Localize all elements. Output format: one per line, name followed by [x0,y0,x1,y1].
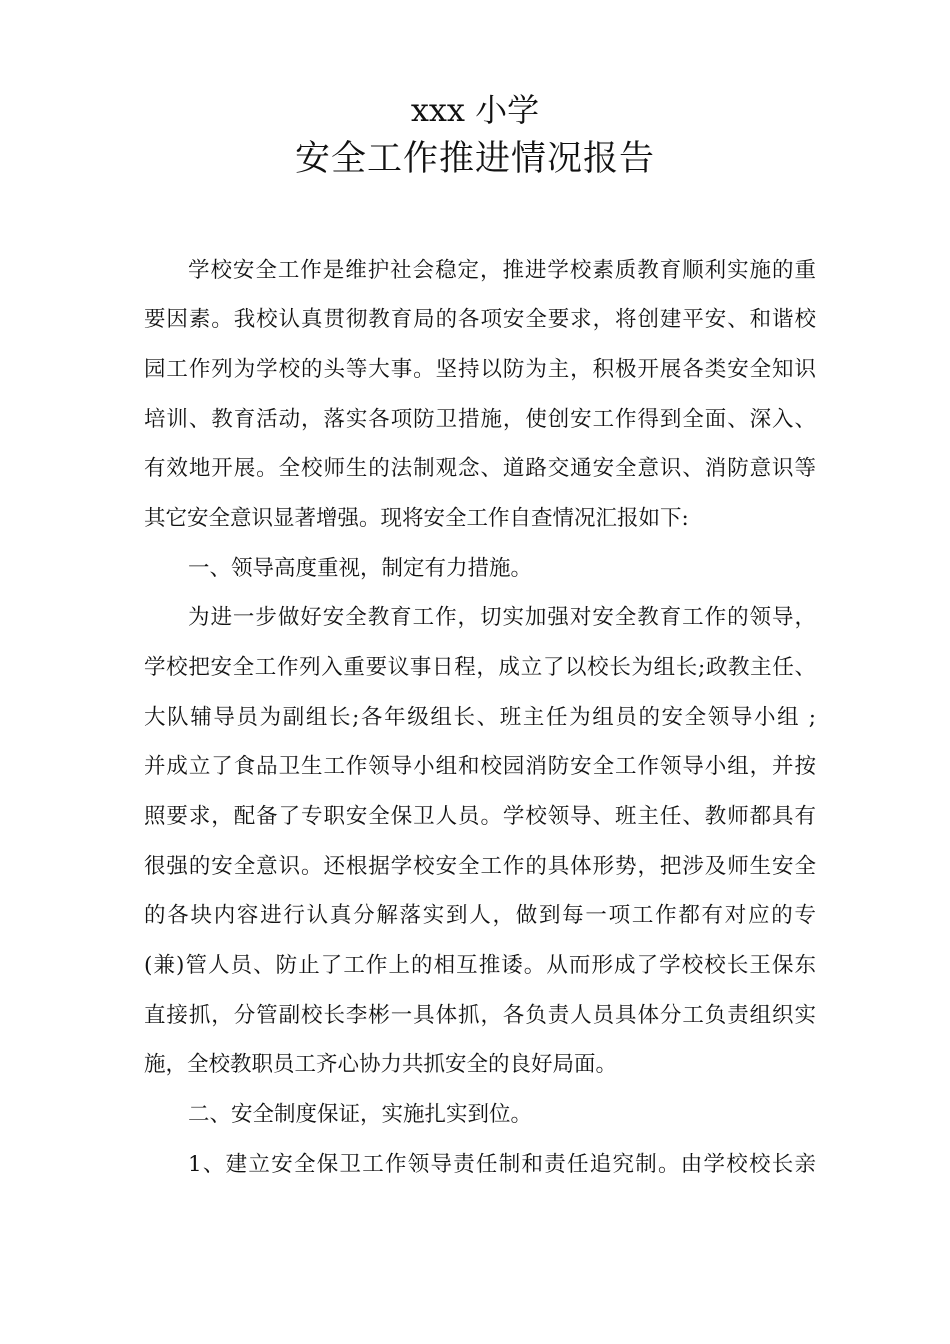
paragraph-line: 直接抓，分管副校长李彬一具体抓，各负责人员具体分工负责组织实 [144,1003,816,1028]
report-title: 安全工作推进情况报告 [294,139,655,179]
school-name-title: xxx 小学 [410,91,540,129]
paragraph-line: 为进一步做好安全教育工作，切实加强对安全教育工作的领导， [188,605,816,630]
paragraph-line: 学校安全工作是维护社会稳定，推进学校素质教育顺利实施的重 [188,258,816,283]
section-heading: 一、领导高度重视，制定有力措施。 [188,556,533,581]
paragraph-line: 并成立了食品卫生工作领导小组和校园消防安全工作领导小组，并按 [144,754,816,779]
paragraph-line: 学校把安全工作列入重要议事日程，成立了以校长为组长;政教主任、 [144,655,816,680]
paragraph-line: 1、建立安全保卫工作领导责任制和责任追究制。由学校校长亲 [188,1152,816,1177]
paragraph-line: 园工作列为学校的头等大事。坚持以防为主，积极开展各类安全知识 [144,357,816,382]
paragraph-line: 大队辅导员为副组长;各年级组长、班主任为组员的安全领导小组 ; [144,705,816,730]
paragraph-line: 要因素。我校认真贯彻教育局的各项安全要求，将创建平安、和谐校 [144,307,816,332]
section-heading: 二、安全制度保证，实施扎实到位。 [188,1102,533,1127]
paragraph-line: 很强的安全意识。还根据学校安全工作的具体形势，把涉及师生安全 [144,854,816,879]
paragraph-line: 有效地开展。全校师生的法制观念、道路交通安全意识、消防意识等 [144,456,816,481]
paragraph-line: 培训、教育活动，落实各项防卫措施，使创安工作得到全面、深入、 [144,407,816,432]
paragraph-line: 的各块内容进行认真分解落实到人，做到每一项工作都有对应的专 [144,903,816,928]
paragraph-line: 其它安全意识显著增强。现将安全工作自查情况汇报如下: [144,506,689,531]
paragraph-line: 施，全校教职员工齐心协力共抓安全的良好局面。 [144,1052,618,1077]
paragraph-line: 照要求，配备了专职安全保卫人员。学校领导、班主任、教师都具有 [144,804,816,829]
paragraph-line: (兼)管人员、防止了工作上的相互推诿。从而形成了学校校长王保东 [144,953,816,978]
